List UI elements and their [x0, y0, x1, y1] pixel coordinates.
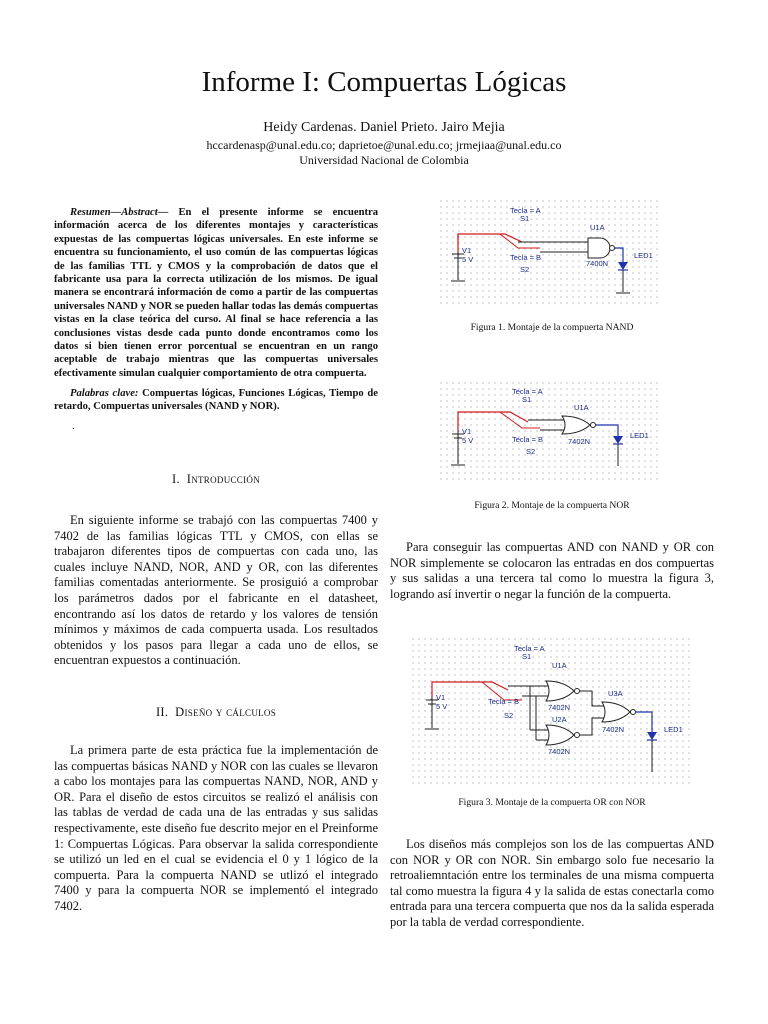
switch-a-label: Tecla = A: [510, 206, 541, 215]
design-paragraph: La primera parte de esta práctica fue la implementación de las compuertas básicas NAND y NOR con las cuales se llevaron a cabo los montajes para las compuertas NAND, NOR, AND y OR. Para el diseño de estos circuitos se realizó el análisis con las tablas de verdad de cada una de las entradas y sus salidas respectivamente, este diseño fue descrito mejor en el Preinforme 1: Compuertas Lógicas. Para observar la salida correspondiente se utilizó un led en el cual se evidencia el 0 y 1 lógico de la compuerta. Para la compuerta NAND se utlizó el integrado 7400 y para la compuerta NOR se implementó el integrado 7402.: [54, 743, 378, 913]
chip-label: 7400N: [586, 259, 609, 268]
s1-label: S1: [522, 395, 532, 404]
switch-a-label: Tecla = A: [512, 387, 543, 396]
switch-a-label: Tecla = A: [514, 644, 545, 653]
s2-label: S2: [520, 265, 530, 274]
u1a-label: U1A: [574, 403, 589, 412]
right-paragraph-2: Los diseños más complejos son los de las compuertas AND con NOR y OR con NOR. Sin embargo solo fue necesario la retroaliemntación entre los terminales de una misma compuerta tal como muestra la figura 4 y la salida de estas conectarla como entrada para una tercera compuerta que nos da la salida esperada por la tabla de verdad correspondiente.: [390, 837, 714, 929]
section-number: II.: [155, 705, 169, 719]
v1-label: V1: [462, 427, 472, 436]
paper-title: Informe I: Compuertas Lógicas: [201, 66, 567, 98]
chip-3-label: 7402N: [602, 725, 625, 734]
abstract-text: En el presente informe se encuentra información acerca de los diferentes montajes y características expuestas de las compuertas lógicas universales. En este informe se encuentra su funcionamiento, el uso común de las compuertas lógicas de las familias TTL y CMOS y la comprobación de datos que el fabricante usa para la correcta utilización de los mismos. De igual manera se encontrará información de como a partir de las compuertas universales NAND y NOR se pueden hallar todas las demás compuertas vistas en la clase teórica del curso. Al final se hace referencia a las conclusiones vistas desde cada punto donde encontramos como los datos si bien tienen error porcentual se encuentran en un rango aceptable de trabajo mientras que las compuertas universales efectivamente simulan cualquier comportamiento de otra compuerta.: [54, 207, 378, 379]
section-heading-1: [54, 472, 378, 487]
keywords: [54, 387, 378, 414]
s2-label: S2: [504, 711, 514, 720]
section-heading-2: [54, 705, 378, 720]
abstract: [54, 206, 378, 380]
u1a-label: U1A: [590, 223, 605, 232]
university: Universidad Nacional de Colombia: [299, 153, 469, 167]
u1a-label: U1A: [552, 661, 567, 670]
figure-3-caption: Figura 3. Montaje de la compuerta OR con NOR: [458, 797, 646, 808]
keywords-text: Compuertas lógicas, Funciones Lógicas, Tiempo de retardo, Compuertas universales (NAND y NOR).: [54, 388, 378, 413]
voltage-label: 5 V: [436, 702, 448, 711]
section-title: Diseño y cálculos: [175, 705, 277, 719]
abstract-label: Resumen—Abstract—: [70, 207, 169, 218]
figure-2-caption: Figura 2. Montaje de la compuerta NOR: [474, 500, 630, 511]
switch-b-label: Tecla = B: [488, 697, 520, 706]
right-paragraph-1: Para conseguir las compuertas AND con NAND y OR con NOR simplemente se colocaron las entradas en dos compuertas y sus salidas a una tercera tal como lo muestra la figura 3, logrando así invertir o negar la función de la compuerta.: [390, 540, 714, 601]
figure-1-nand-circuit: [440, 200, 660, 306]
figure-1-caption: Figura 1. Montaje de la compuerta NAND: [470, 322, 634, 333]
section-title: Introducción: [186, 472, 260, 486]
s1-label: S1: [522, 652, 532, 661]
keywords-label: Palabras clave:: [70, 388, 139, 399]
stray-dot: .: [72, 420, 75, 432]
v1-label: V1: [436, 693, 446, 702]
figure-2-nor-circuit: [440, 382, 660, 482]
section-number: I.: [171, 472, 180, 486]
author-emails: hccardenasp@unal.edu.co; daprietoe@unal.edu.co; jrmejiaa@unal.edu.co: [206, 138, 562, 152]
led-label: LED1: [664, 725, 683, 734]
led-label: LED1: [630, 431, 649, 440]
u2a-label: U2A: [552, 715, 567, 724]
chip-1-label: 7402N: [548, 703, 571, 712]
chip-label: 7402N: [568, 437, 591, 446]
led-label: LED1: [634, 251, 653, 260]
chip-2-label: 7402N: [548, 747, 571, 756]
switch-b-label: Tecla = B: [510, 253, 542, 262]
voltage-label: 5 V: [462, 255, 474, 264]
switch-b-label: Tecla = B: [512, 435, 544, 444]
s2-label: S2: [526, 447, 536, 456]
v1-label: V1: [462, 246, 472, 255]
authors: Heidy Cardenas. Daniel Prieto. Jairo Mejia: [263, 120, 505, 135]
figure-3-or-with-nor-circuit: [412, 638, 692, 784]
intro-paragraph: En siguiente informe se trabajó con las compuertas 7400 y 7402 de las familias lógicas TTL y CMOS, con ellas se trabajaron diferentes tipos de compuertas con cada uno, las cuales incluye NAND, NOR, AND y OR, con las diferentes familias comentadas anteriormente. Se prosiguió a comprobar los parámetros dados por el fabricante en el datasheet, encontrando así los datos de retardo y los valores de tensión mínimos y máximos de cada compuerta usada. Los resultados obtenidos y los pasos para llegar a cada uno de ellos, se encuentran expuestos a continuación.: [54, 513, 378, 668]
voltage-label: 5 V: [462, 436, 474, 445]
s1-label: S1: [520, 214, 530, 223]
u3a-label: U3A: [608, 689, 623, 698]
